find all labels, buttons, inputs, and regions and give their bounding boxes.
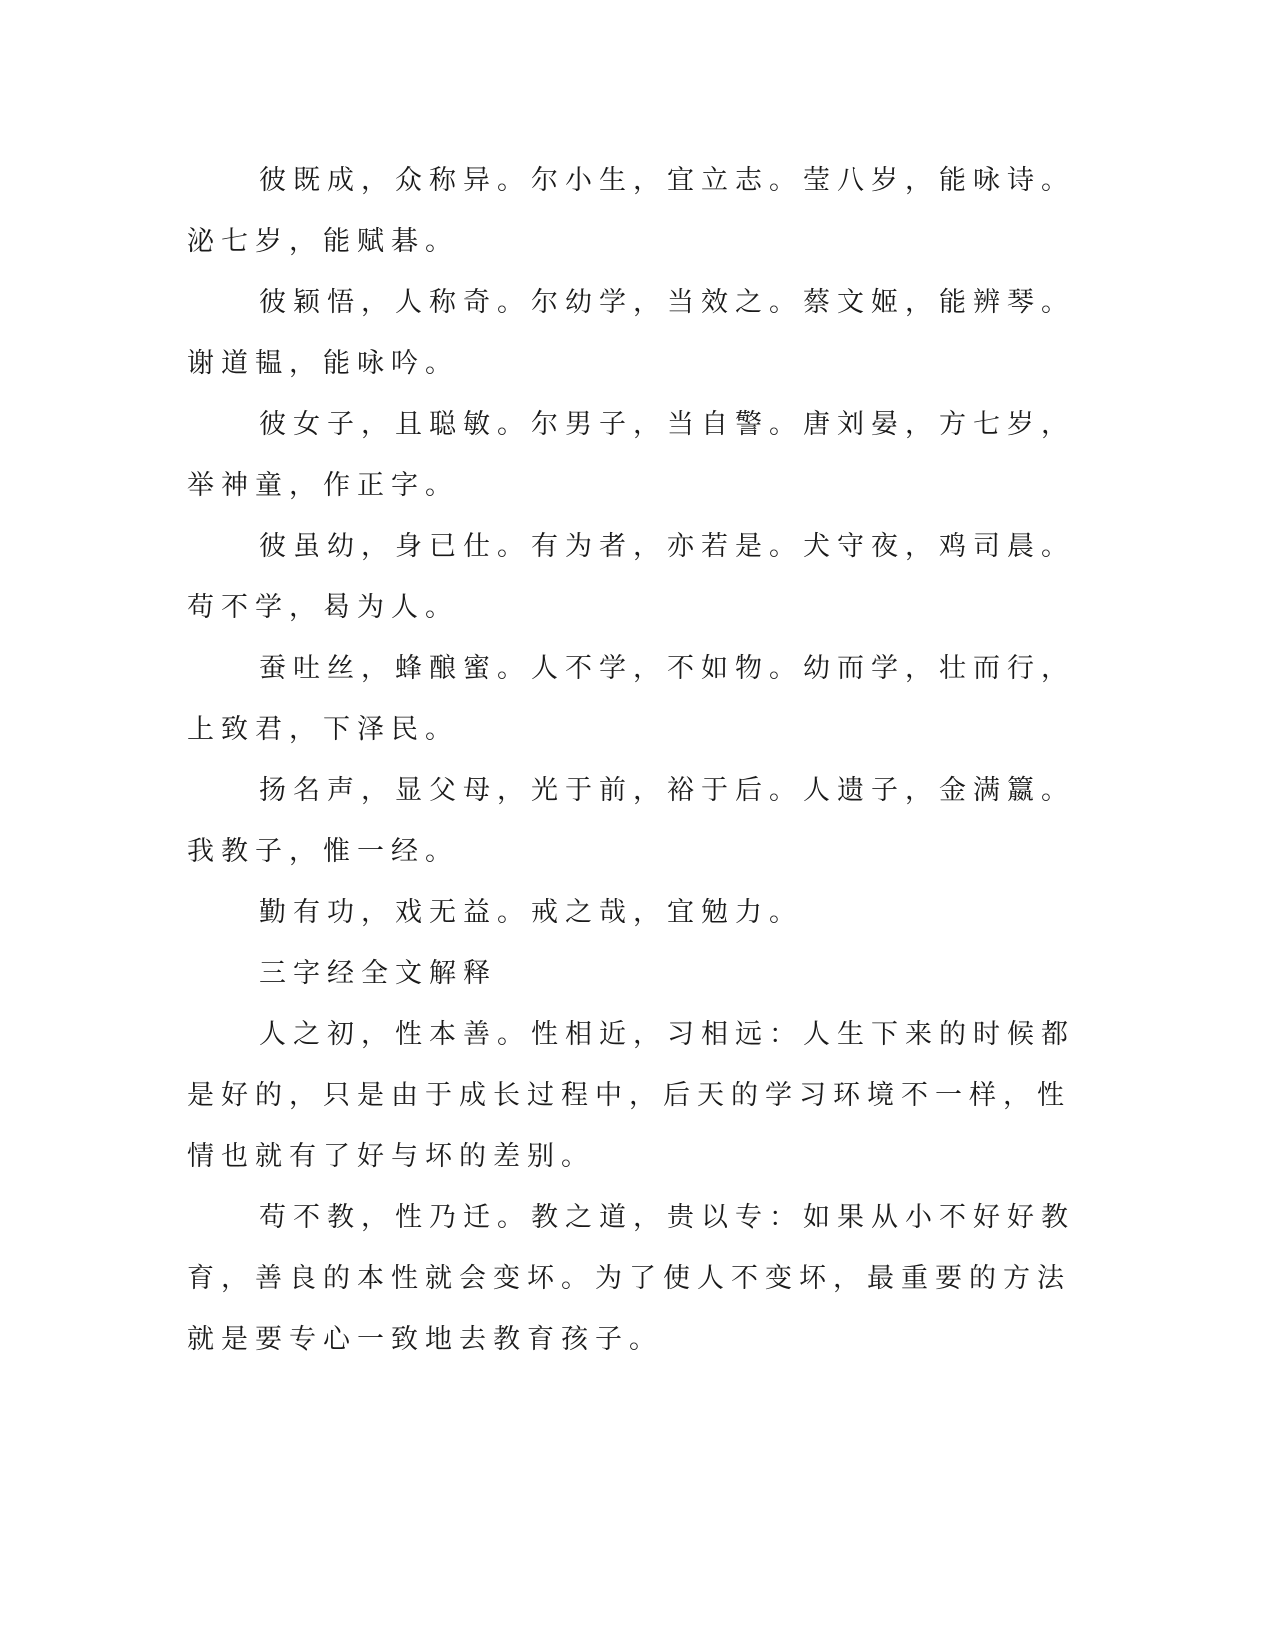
verse-paragraph: 彼既成，众称异。尔小生，宜立志。莹八岁，能咏诗。泌七岁，能赋碁。 — [187, 165, 1075, 257]
explanation-paragraph: 人之初，性本善。性相近，习相远：人生下来的时候都是好的，只是由于成长过程中，后天的学习环境不一样，性情也就有了好与坏的差别。 — [187, 1019, 1075, 1172]
explanation-paragraph: 苟不教，性乃迁。教之道，贵以专：如果从小不好好教育，善良的本性就会变坏。为了使人不变坏，最重要的方法就是要专心一致地去教育孩子。 — [187, 1202, 1075, 1355]
verse-paragraph: 彼女子，且聪敏。尔男子，当自警。唐刘晏，方七岁，举神童，作正字。 — [187, 409, 1075, 501]
section-heading: 三字经全文解释 — [259, 958, 497, 989]
document-body — [187, 150, 1087, 1370]
verse-paragraph: 彼虽幼，身已仕。有为者，亦若是。犬守夜，鸡司晨。苟不学，曷为人。 — [187, 531, 1075, 623]
verse-paragraph: 勤有功，戏无益。戒之哉，宜勉力。 — [259, 897, 803, 928]
verse-paragraph: 蚕吐丝，蜂酿蜜。人不学，不如物。幼而学，壮而行，上致君，下泽民。 — [187, 653, 1075, 745]
verse-paragraph: 扬名声，显父母，光于前，裕于后。人遗子，金满籝。我教子，惟一经。 — [187, 775, 1075, 867]
verse-paragraph: 彼颖悟，人称奇。尔幼学，当效之。蔡文姬，能辨琴。谢道韫，能咏吟。 — [187, 287, 1075, 379]
